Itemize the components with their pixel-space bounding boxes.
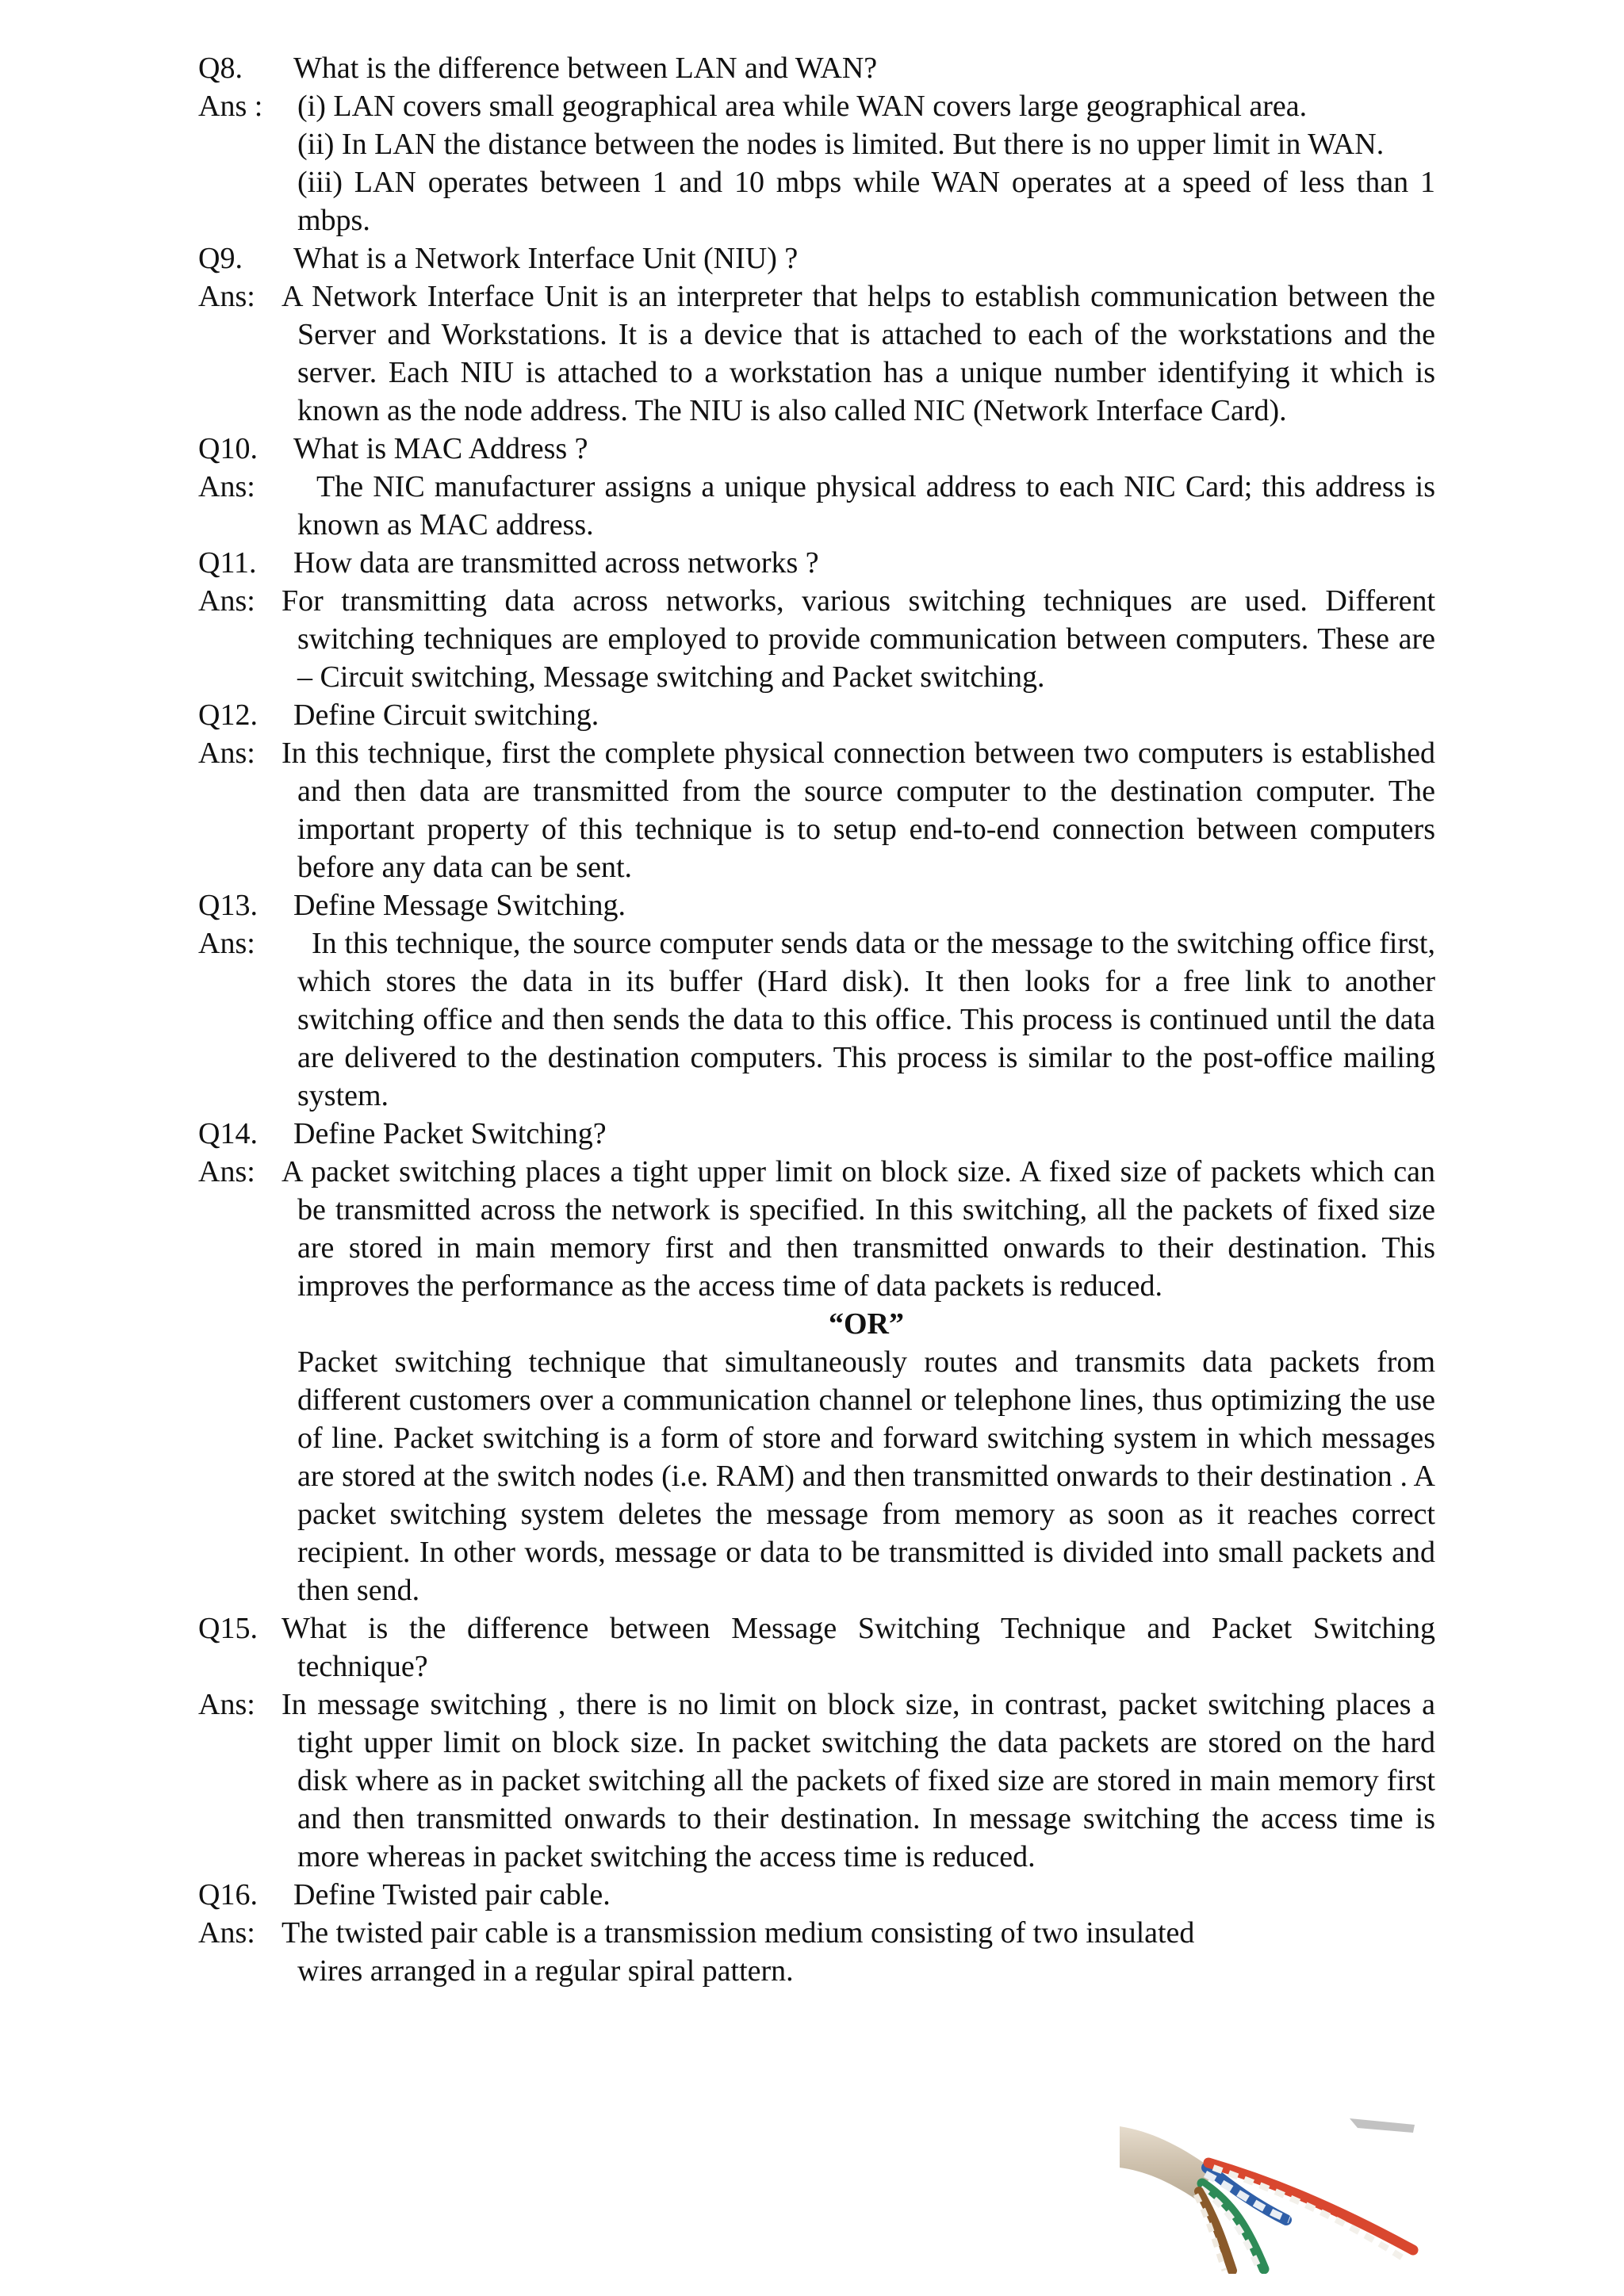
answer-paragraph: The twisted pair cable is a transmission medium consisting of two insulated wires arranged in a regular spiral pattern. <box>282 1916 1195 1988</box>
or-separator: “OR” <box>829 1307 904 1341</box>
twisted-pair-cable-image <box>1120 2115 1421 2274</box>
question-text: Define Packet Switching? <box>293 1117 607 1150</box>
answer-label: Ans: <box>198 1916 255 1950</box>
question-text-q15 <box>282 1609 1435 1686</box>
answer-paragraph: Packet switching technique that simultaneously routes and transmits data packets from different customers over a communication channel or telephone lines, thus optimizing the use of line. Packet switching is a form of store and forward switching system in which messages are stored at the switch nodes (i.e. RAM) and then transmitted onwards to their destination . A packet switching system deletes the message from memory as soon as it reaches correct recipient. In other words, message or data to be transmitted is divided into small packets and then send. <box>297 1345 1435 1607</box>
answer-paragraph: In this technique, first the complete physical connection between two computers is established and then data are transmitted from the source computer to the destination computer. The important property of this technique is to setup end-to-end connection between computers before any data can be sent. <box>282 737 1435 884</box>
answer-q14 <box>198 1153 1435 1609</box>
answer-label: Ans: <box>198 280 255 313</box>
question-number: Q11. <box>198 546 257 580</box>
question-text: What is the difference between LAN and WAN? <box>293 52 878 85</box>
answer-label: Ans: <box>198 1155 255 1188</box>
answer-q12 <box>198 734 1435 886</box>
answer-paragraph: (ii) In LAN the distance between the nodes is limited. But there is no upper limit in WAN. <box>297 128 1385 161</box>
question-text: What is a Network Interface Unit (NIU) ? <box>293 242 799 275</box>
answer-paragraph: In message switching , there is no limit on block size, in contrast, packet switching places a tight upper limit on block size. In packet switching the data packets are stored on the hard disk where as in packet switching all the packets of fixed size are stored in main memory first and then transmitted onwards to their destination. In message switching the access time is more whereas in packet switching the access time is reduced. <box>282 1688 1435 1873</box>
answer-paragraph: The NIC manufacturer assigns a unique physical address to each NIC Card; this address is known as MAC address. <box>297 470 1435 541</box>
answer-q15 <box>198 1686 1435 1876</box>
answer-paragraph: (i) LAN covers small geographical area while WAN covers large geographical area. <box>297 90 1308 123</box>
question-text: Define Twisted pair cable. <box>293 1878 611 1911</box>
answer-label: Ans : <box>198 90 263 123</box>
answer-paragraph: (iii) LAN operates between 1 and 10 mbps while WAN operates at a speed of less than 1 mbps. <box>297 166 1435 237</box>
answer-paragraph: A packet switching places a tight upper limit on block size. A fixed size of packets which can be transmitted across the network is specified. In this switching, all the packets of fixed size are stored in main memory first and then transmitted onwards to their destination. This improves the performance as the access time of data packets is reduced. <box>282 1155 1435 1303</box>
answer-q16 <box>198 1914 1249 1990</box>
question-text: Define Circuit switching. <box>293 698 599 732</box>
question-text: How data are transmitted across networks ? <box>293 546 819 580</box>
answer-q11 <box>198 582 1435 696</box>
answer-label: Ans: <box>198 584 255 618</box>
question-number: Q13. <box>198 889 258 922</box>
answer-q10 <box>198 468 1435 544</box>
question-q13 <box>198 886 1435 924</box>
answer-q9 <box>198 277 1435 430</box>
question-q11 <box>198 544 1435 582</box>
answer-q8 <box>198 87 1435 239</box>
question-text: What is the difference between Message Switching Technique and Packet Switching technique? <box>282 1612 1435 1683</box>
question-number: Q14. <box>198 1117 258 1150</box>
answer-label: Ans: <box>198 737 255 770</box>
question-number: Q15. <box>198 1612 258 1645</box>
question-text: What is MAC Address ? <box>293 432 588 465</box>
question-q8 <box>198 49 1435 87</box>
question-q9 <box>198 239 1435 277</box>
question-q14 <box>198 1115 1435 1153</box>
answer-paragraph: In this technique, the source computer sends data or the message to the switching office first, which stores the data in its buffer (Hard disk). It then looks for a free link to another switching office and then sends the data to this office. This process is continued until the data are delivered to the destination computers. This process is similar to the post-office mailing system. <box>297 927 1435 1112</box>
question-number: Q10. <box>198 432 258 465</box>
question-text: Define Message Switching. <box>293 889 626 922</box>
answer-paragraph: For transmitting data across networks, various switching techniques are used. Different switching techniques are employed to provide communication between computers. These are – Circuit switching, Message switching and Packet switching. <box>282 584 1435 694</box>
answer-label: Ans: <box>198 927 255 960</box>
question-number: Q16. <box>198 1878 258 1911</box>
answer-q13 <box>198 924 1435 1115</box>
question-q16 <box>198 1876 1435 1914</box>
answer-label: Ans: <box>198 1688 255 1721</box>
answer-label: Ans: <box>198 470 255 503</box>
question-number: Q8. <box>198 52 243 85</box>
question-q12 <box>198 696 1435 734</box>
answer-paragraph: A Network Interface Unit is an interpreter that helps to establish communication between the Server and Workstations. It is a device that is attached to each of the workstations and the server. Each NIU is attached to a workstation has a unique number identifying it which is known as the node address. The NIU is also called NIC (Network Interface Card). <box>282 280 1435 427</box>
question-q10 <box>198 430 1435 468</box>
question-number: Q9. <box>198 242 243 275</box>
question-number: Q12. <box>198 698 258 732</box>
